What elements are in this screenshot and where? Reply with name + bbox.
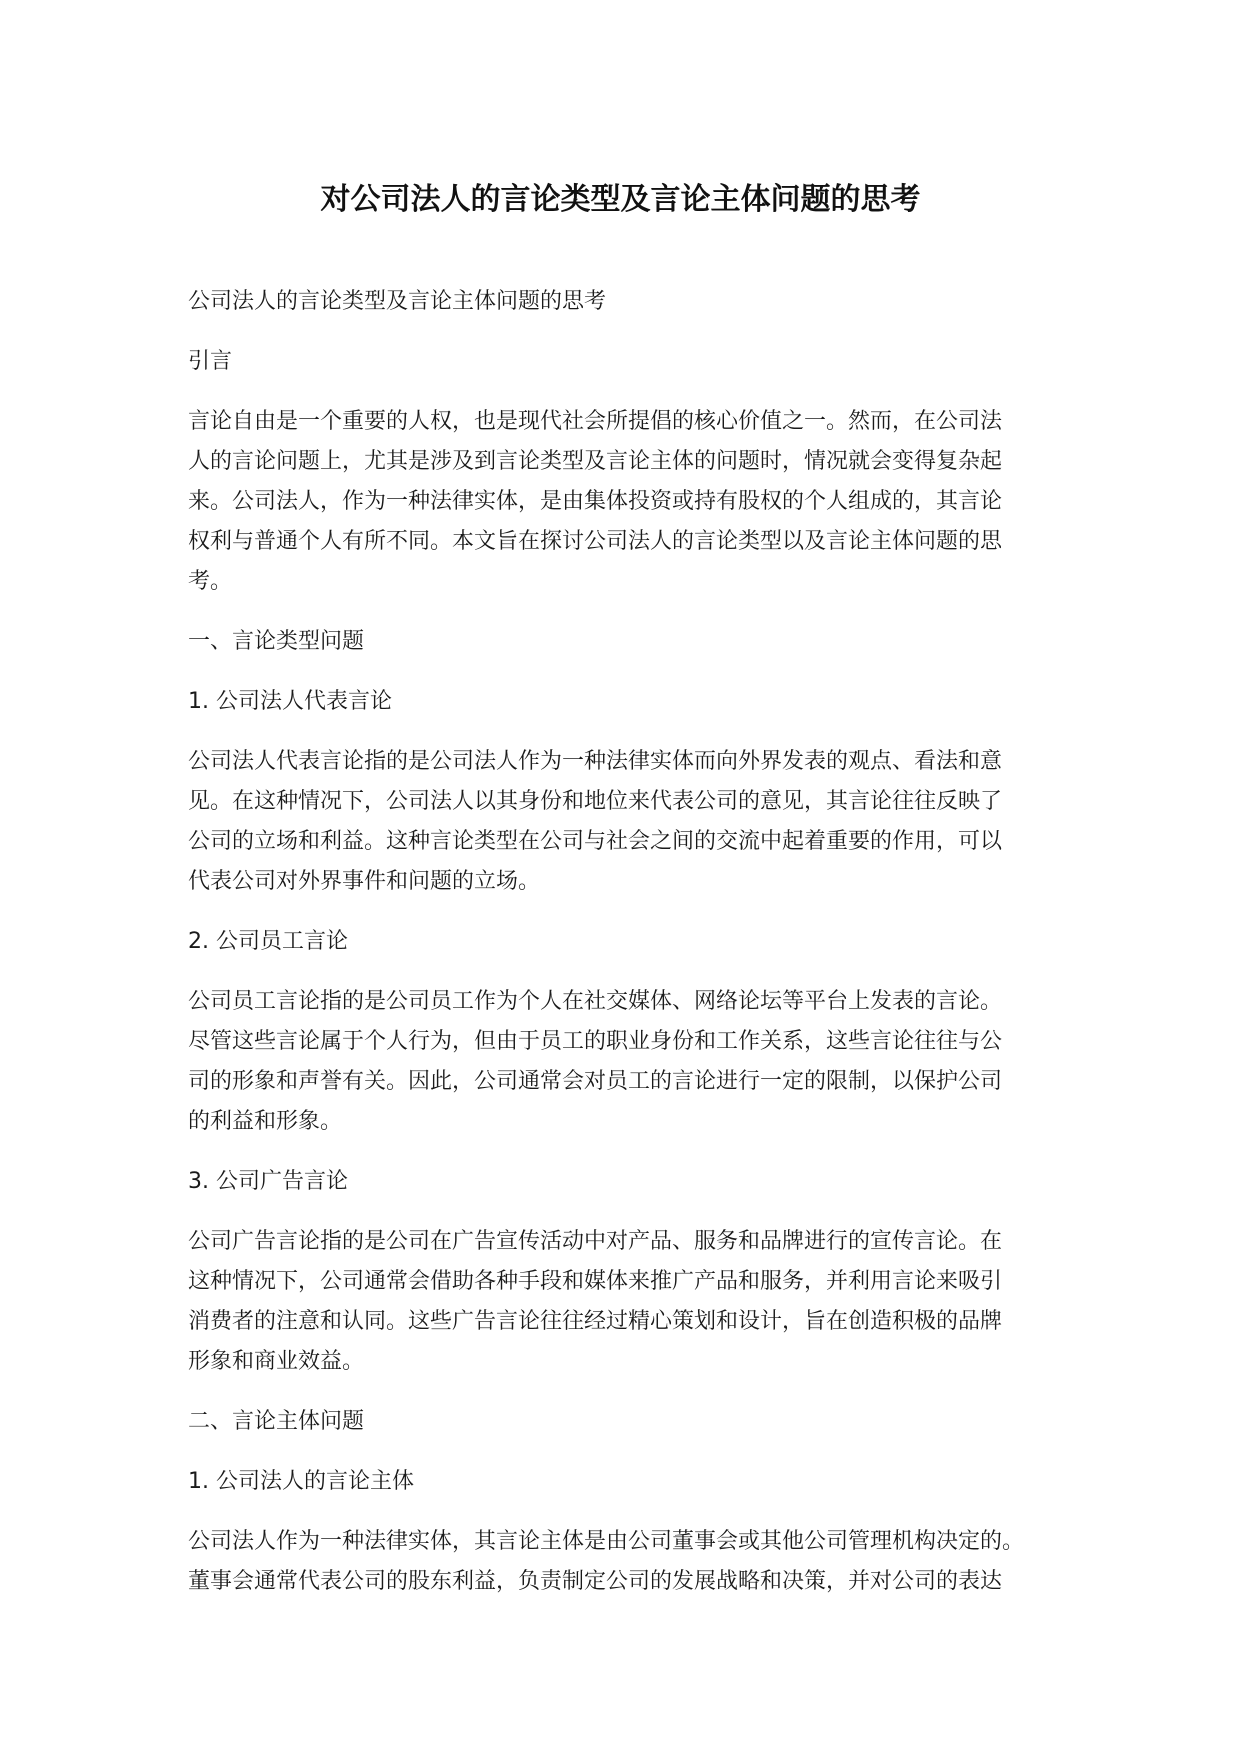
paragraph-line: 董事会通常代表公司的股东利益，负责制定公司的发展战略和决策，并对公司的表达 — [188, 1569, 1003, 1594]
representative-speech-paragraph — [188, 742, 1088, 902]
document-title: 对公司法人的言论类型及言论主体问题的思考 — [320, 182, 921, 217]
paragraph-line: 权利与普通个人有所不同。本文旨在探讨公司法人的言论类型以及言论主体问题的思 — [188, 529, 1003, 554]
item-heading-employee-speech: 2. 公司员工言论 — [188, 929, 348, 954]
paragraph-line: 公司的立场和利益。这种言论类型在公司与社会之间的交流中起着重要的作用，可以 — [188, 829, 1003, 854]
paragraph-line: 司的形象和声誉有关。因此，公司通常会对员工的言论进行一定的限制，以保护公司 — [188, 1069, 1003, 1094]
employee-speech-paragraph — [188, 982, 1088, 1142]
intro-heading: 引言 — [188, 349, 233, 374]
item-heading-advertising-speech: 3. 公司广告言论 — [188, 1169, 348, 1194]
corporate-speech-subject-paragraph — [188, 1522, 1088, 1602]
paragraph-line: 言论自由是一个重要的人权，也是现代社会所提倡的核心价值之一。然而，在公司法 — [188, 409, 1003, 434]
document-body — [188, 282, 1088, 1622]
paragraph-line: 消费者的注意和认同。这些广告言论往往经过精心策划和设计，旨在创造积极的品牌 — [188, 1309, 1003, 1334]
paragraph-line: 代表公司对外界事件和问题的立场。 — [188, 869, 541, 894]
paragraph-line: 公司广告言论指的是公司在广告宣传活动中对产品、服务和品牌进行的宣传言论。在 — [188, 1229, 1003, 1254]
paragraph-line: 人的言论问题上，尤其是涉及到言论类型及言论主体的问题时，情况就会变得复杂起 — [188, 449, 1003, 474]
paragraph-line: 公司员工言论指的是公司员工作为个人在社交媒体、网络论坛等平台上发表的言论。 — [188, 989, 1003, 1014]
paragraph-line: 公司法人作为一种法律实体，其言论主体是由公司董事会或其他公司管理机构决定的。 — [188, 1529, 1025, 1554]
subtitle: 公司法人的言论类型及言论主体问题的思考 — [188, 289, 607, 314]
paragraph-line: 尽管这些言论属于个人行为，但由于员工的职业身份和工作关系，这些言论往往与公 — [188, 1029, 1003, 1054]
advertising-speech-paragraph — [188, 1222, 1088, 1382]
paragraph-line: 来。公司法人，作为一种法律实体，是由集体投资或持有股权的个人组成的，其言论 — [188, 489, 1003, 514]
paragraph-line: 见。在这种情况下，公司法人以其身份和地位来代表公司的意见，其言论往往反映了 — [188, 789, 1003, 814]
paragraph-line: 考。 — [188, 569, 233, 594]
paragraph-line: 公司法人代表言论指的是公司法人作为一种法律实体而向外界发表的观点、看法和意 — [188, 749, 1003, 774]
item-heading-representative-speech: 1. 公司法人代表言论 — [188, 689, 392, 714]
paragraph-line: 形象和商业效益。 — [188, 1349, 365, 1374]
paragraph-line: 这种情况下，公司通常会借助各种手段和媒体来推广产品和服务，并利用言论来吸引 — [188, 1269, 1003, 1294]
intro-paragraph — [188, 402, 1088, 602]
section-heading-speech-types: 一、言论类型问题 — [188, 629, 365, 654]
paragraph-line: 的利益和形象。 — [188, 1109, 343, 1134]
section-heading-speech-subjects: 二、言论主体问题 — [188, 1409, 365, 1434]
item-heading-corporate-speech-subject: 1. 公司法人的言论主体 — [188, 1469, 414, 1494]
